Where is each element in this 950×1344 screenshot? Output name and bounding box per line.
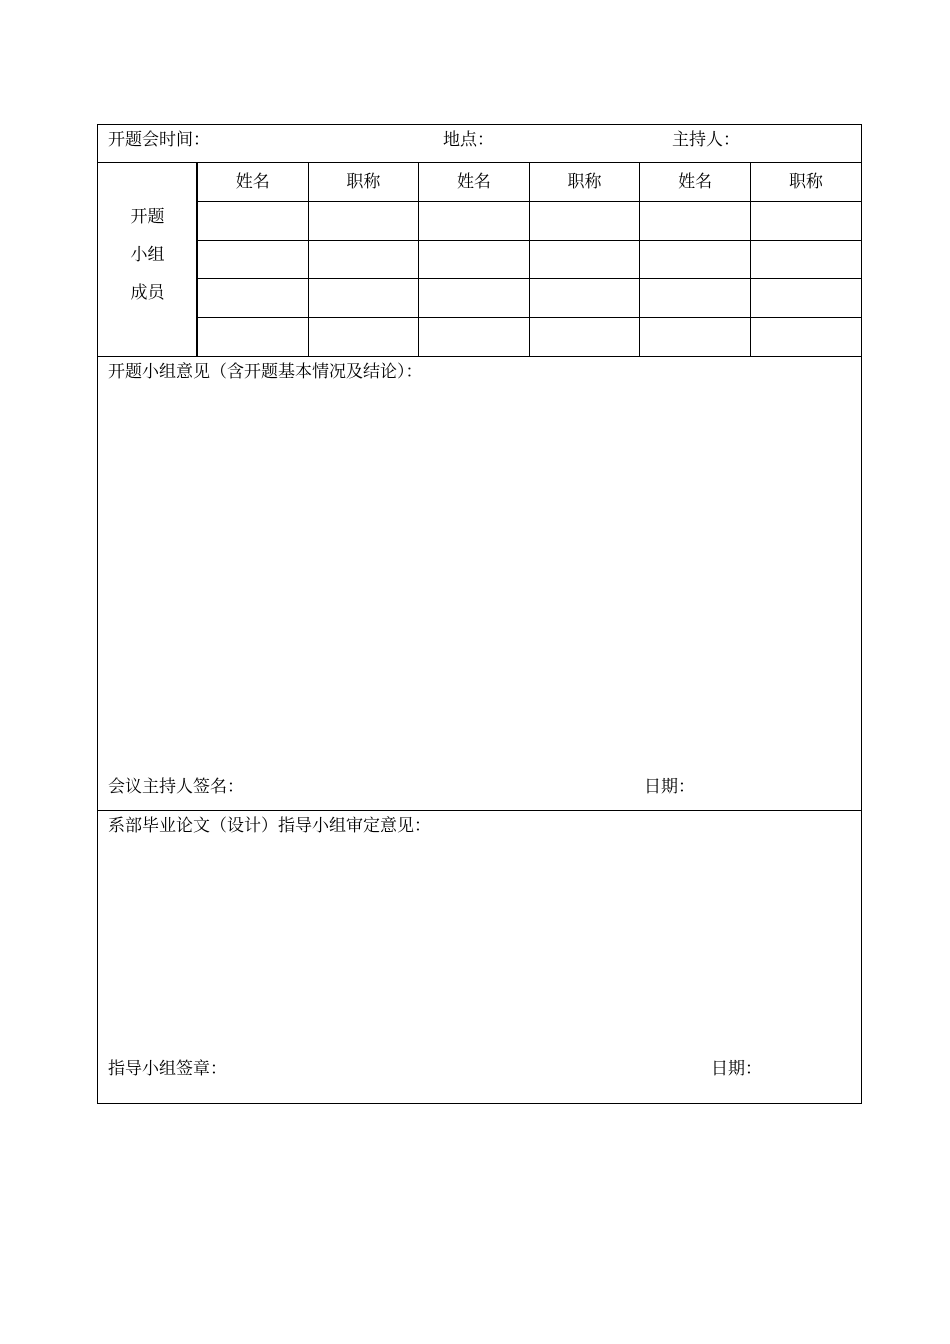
member-cell[interactable] (750, 202, 861, 241)
members-header-row (198, 163, 862, 202)
member-cell[interactable] (198, 202, 309, 241)
member-cell[interactable] (419, 279, 530, 318)
member-cell[interactable] (308, 240, 419, 279)
column-header-title: 职称 (529, 163, 640, 202)
meeting-info-row (98, 125, 861, 163)
member-cell[interactable] (640, 317, 751, 356)
meeting-time-label: 开题会时间： (108, 130, 210, 150)
members-label-cell (98, 163, 197, 356)
members-label-line-3: 成员 (130, 283, 165, 303)
table-row (198, 317, 862, 356)
meeting-place-label: 地点： (443, 130, 494, 150)
members-section (98, 163, 861, 357)
member-cell[interactable] (750, 317, 861, 356)
column-header-name: 姓名 (640, 163, 751, 202)
department-review-section[interactable] (98, 811, 861, 1103)
member-cell[interactable] (640, 279, 751, 318)
members-label-line-2: 小组 (130, 245, 165, 265)
member-cell[interactable] (419, 202, 530, 241)
member-cell[interactable] (640, 240, 751, 279)
member-cell[interactable] (529, 279, 640, 318)
group-seal-label: 指导小组签章： (108, 1059, 227, 1079)
column-header-title: 职称 (750, 163, 861, 202)
member-cell[interactable] (750, 279, 861, 318)
column-header-name: 姓名 (198, 163, 309, 202)
member-cell[interactable] (640, 202, 751, 241)
opinion-date-label: 日期： (644, 777, 695, 797)
group-opinion-section[interactable] (98, 357, 861, 811)
member-cell[interactable] (308, 279, 419, 318)
members-label-line-1: 开题 (130, 207, 165, 227)
host-signature-label: 会议主持人签名： (108, 777, 244, 797)
meeting-host-label: 主持人： (672, 130, 740, 150)
member-cell[interactable] (308, 202, 419, 241)
column-header-name: 姓名 (419, 163, 530, 202)
member-cell[interactable] (750, 240, 861, 279)
member-cell[interactable] (198, 279, 309, 318)
table-row (198, 202, 862, 241)
member-cell[interactable] (529, 240, 640, 279)
department-review-title: 系部毕业论文（设计）指导小组审定意见： (108, 816, 431, 836)
table-row (198, 279, 862, 318)
member-cell[interactable] (198, 240, 309, 279)
table-row (198, 240, 862, 279)
member-cell[interactable] (419, 240, 530, 279)
member-cell[interactable] (419, 317, 530, 356)
proposal-form (97, 124, 862, 1104)
member-cell[interactable] (529, 317, 640, 356)
column-header-title: 职称 (308, 163, 419, 202)
member-cell[interactable] (308, 317, 419, 356)
members-table (197, 163, 861, 356)
group-opinion-title: 开题小组意见（含开题基本情况及结论）： (108, 362, 423, 382)
review-date-label: 日期： (711, 1059, 762, 1079)
member-cell[interactable] (198, 317, 309, 356)
member-cell[interactable] (529, 202, 640, 241)
